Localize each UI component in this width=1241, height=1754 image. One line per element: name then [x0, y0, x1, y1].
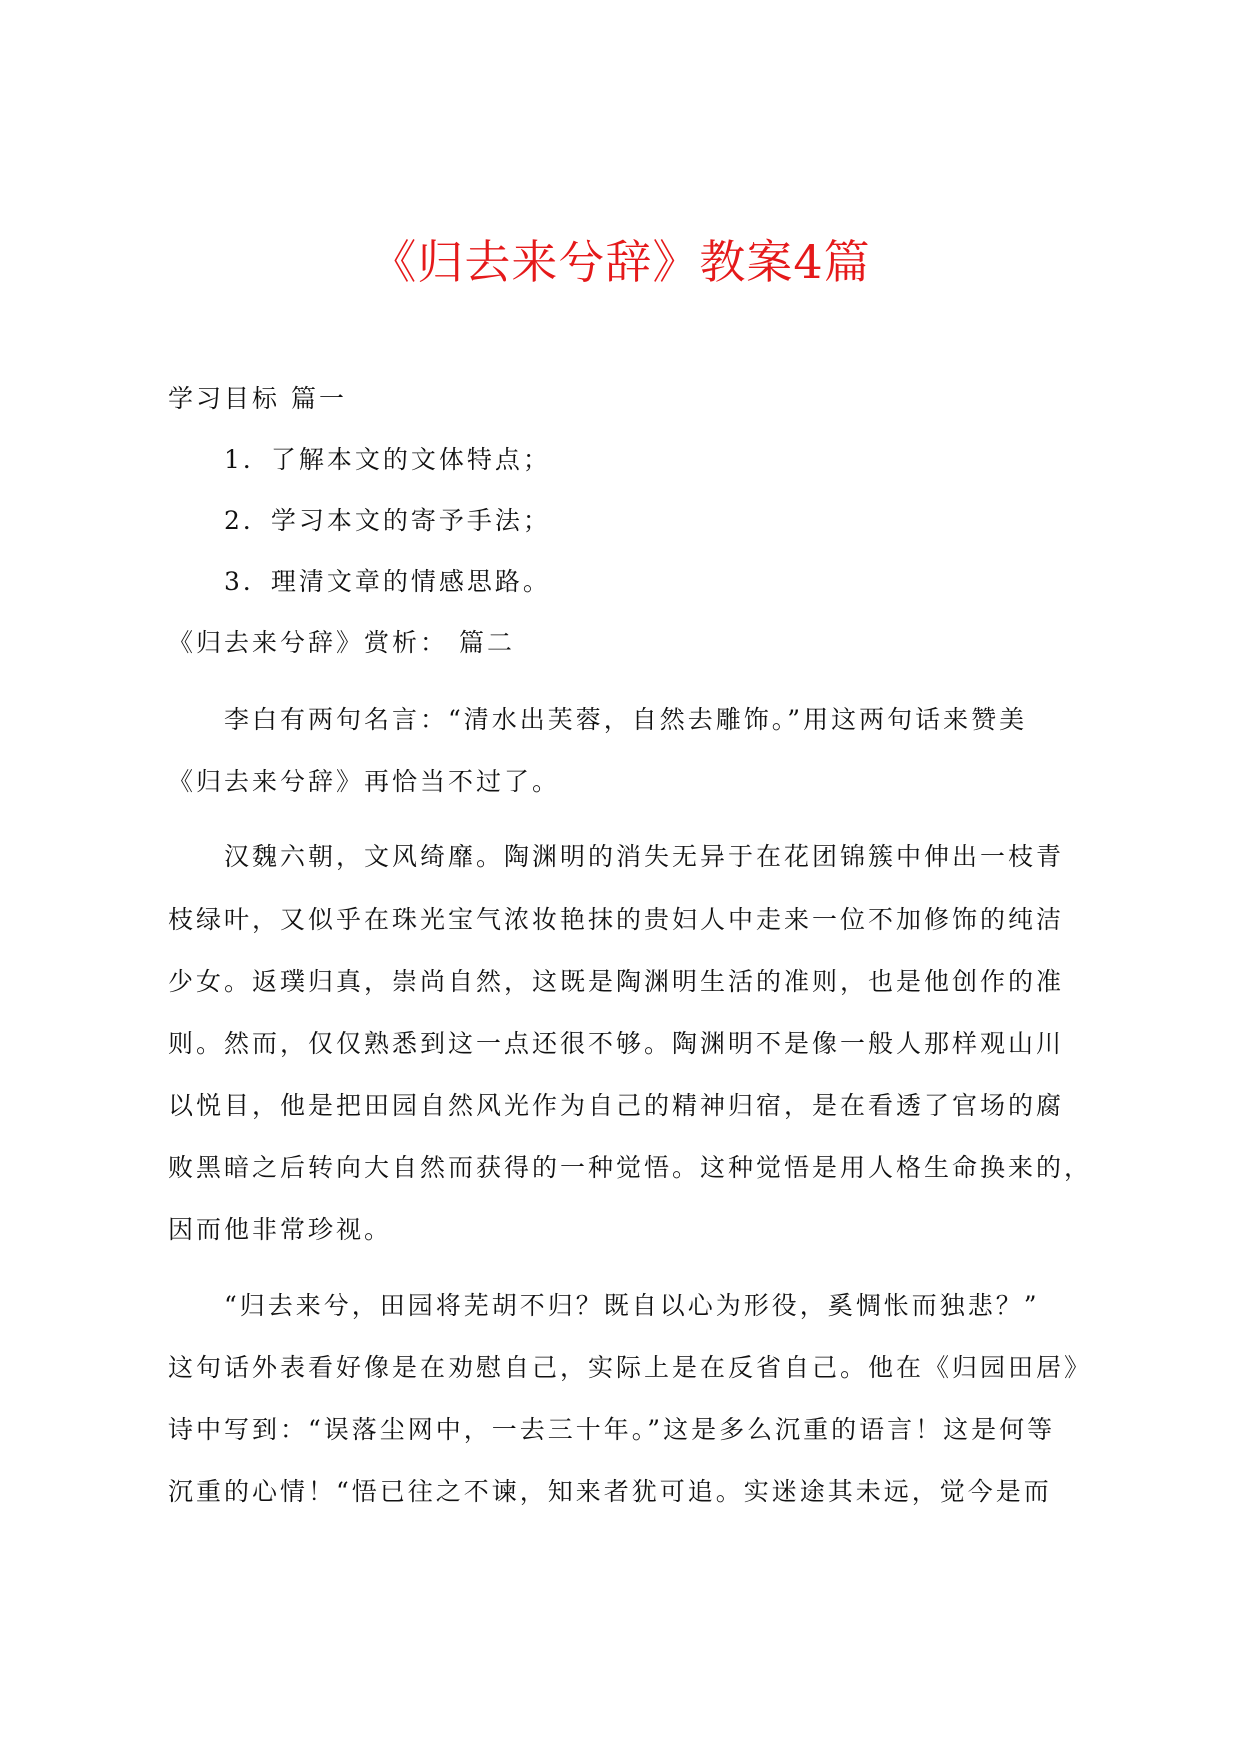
paragraph-line: “归去来兮，田园将芜胡不归？既自以心为形役，奚惆怅而独悲？”: [224, 1291, 1040, 1320]
section-heading-1: 学习目标 篇一: [168, 384, 347, 413]
paragraph-line: 这句话外表看好像是在劝慰自己，实际上是在反省自己。他在《归园田居》: [168, 1353, 1093, 1382]
section-heading-2: 《归去来兮辞》赏析： 篇二: [168, 628, 515, 657]
goal-item-1: 1．了解本文的文体特点；: [224, 445, 551, 474]
paragraph-line: 败黑暗之后转向大自然而获得的一种觉悟。这种觉悟是用人格生命换来的，: [168, 1153, 1093, 1182]
paragraph-line: 诗中写到：“误落尘网中，一去三十年。”这是多么沉重的语言！这是何等: [168, 1415, 1056, 1444]
goal-item-3: 3．理清文章的情感思路。: [224, 567, 551, 596]
paragraph-line: 则。然而，仅仅熟悉到这一点还很不够。陶渊明不是像一般人那样观山川: [168, 1029, 1065, 1058]
paragraph-line: 沉重的心情！“悟已往之不谏，知来者犹可追。实迷途其未远，觉今是而: [168, 1477, 1052, 1506]
paragraph-line: 以悦目，他是把田园自然风光作为自己的精神归宿，是在看透了官场的腐: [168, 1091, 1065, 1120]
paragraph-line: 枝绿叶，又似乎在珠光宝气浓妆艳抹的贵妇人中走来一位不加修饰的纯洁: [168, 905, 1065, 934]
paragraph-line: 因而他非常珍视。: [168, 1215, 393, 1244]
paragraph-line: 《归去来兮辞》再恰当不过了。: [168, 767, 561, 796]
document-title: 《归去来兮辞》教案4篇: [370, 235, 871, 289]
goal-item-2: 2．学习本文的寄予手法；: [224, 506, 551, 535]
paragraph-line: 李白有两句名言：“清水出芙蓉，自然去雕饰。”用这两句话来赞美: [224, 705, 1028, 734]
paragraph-line: 汉魏六朝，文风绮靡。陶渊明的消失无异于在花团锦簇中伸出一枝青: [224, 842, 1065, 871]
paragraph-line: 少女。返璞归真，崇尚自然，这既是陶渊明生活的准则，也是他创作的准: [168, 967, 1065, 996]
